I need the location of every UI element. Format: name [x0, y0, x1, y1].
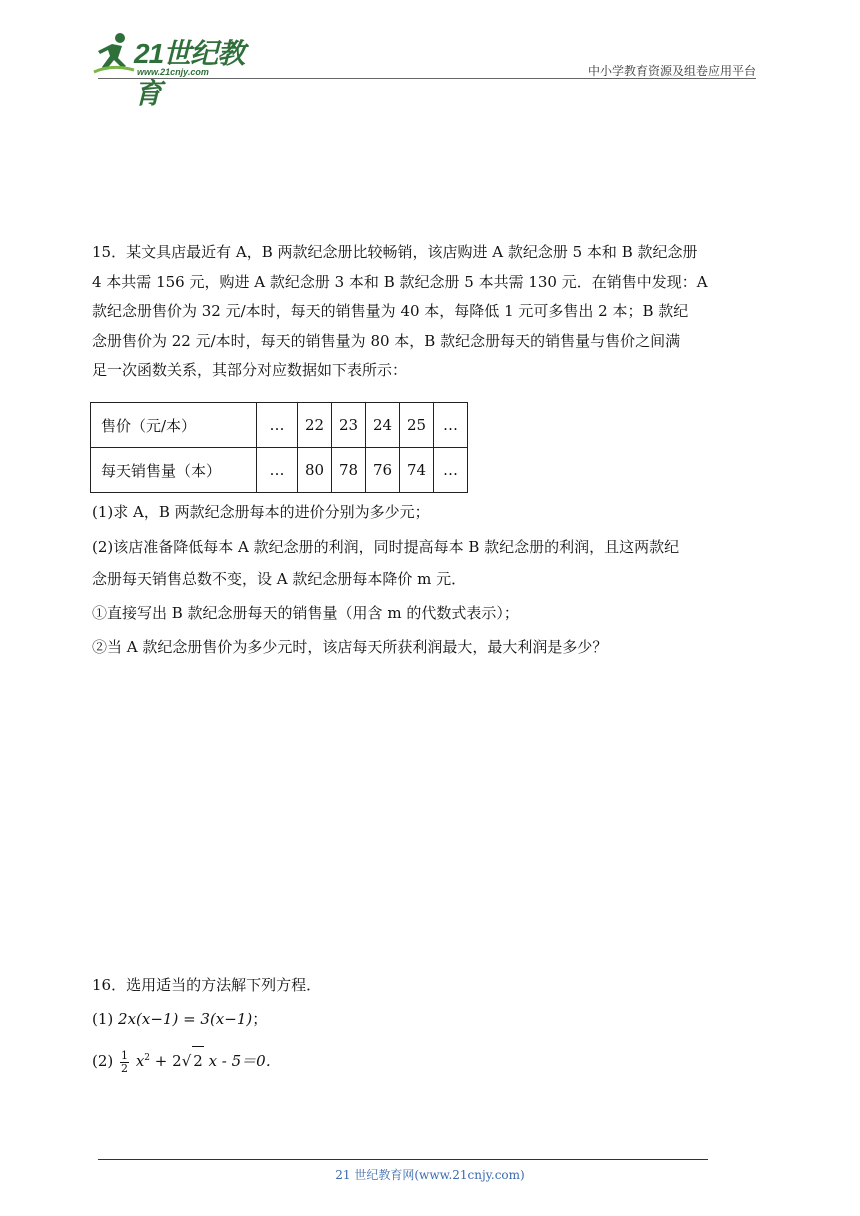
footer-text: 21 世纪教育网(www.21cnjy.com) [335, 1168, 525, 1182]
header-tagline: 中小学教育资源及组卷应用平台 [587, 64, 756, 78]
variable-x: x [135, 1052, 145, 1070]
q16-part-2 [92, 1044, 281, 1077]
q16-part-1-label: (1) [92, 1010, 114, 1028]
logo-url: www.21cnjy.com [137, 67, 209, 77]
q15-sub-2a: ①直接写出 B 款纪念册每天的销售量（用含 m 的代数式表示）； [92, 604, 519, 622]
q16-part-1 [92, 1005, 267, 1035]
price-sales-table [90, 402, 468, 493]
table-header-sales: 每天销售量（本） [91, 448, 257, 493]
table-row [91, 403, 468, 448]
fraction-numerator: 1 [121, 1048, 129, 1062]
table-cell: 24 [366, 403, 400, 448]
table-row [91, 448, 468, 493]
footer-divider [98, 1159, 708, 1160]
sqrt-sign: √ [181, 1052, 192, 1070]
q15-sub-2-line-1: (2)该店准备降低每本 A 款纪念册的利润，同时提高每本 B 款纪念册的利润，且这两款纪 [92, 538, 680, 556]
logo-wordmark: 21世纪教育 [134, 38, 245, 109]
table-cell: … [434, 403, 468, 448]
q16-part-2-label: (2) [92, 1052, 114, 1070]
q16-part-2-rest: x - 5＝0． [208, 1052, 281, 1070]
table-cell: 78 [332, 448, 366, 493]
q15-line-4: 念册售价为 22 元/本时，每天的销售量为 80 本，B 款纪念册每天的销售量与售价之间满 [92, 331, 681, 350]
q15-line-5: 足一次函数关系，其部分对应数据如下表所示： [92, 361, 408, 379]
q16-part-2-mid: + 2 [154, 1052, 182, 1070]
site-logo [92, 30, 262, 109]
table-cell: 76 [366, 448, 400, 493]
exponent: 2 [144, 1053, 151, 1063]
table-header-price: 售价（元/本） [91, 403, 257, 448]
q15-line-3: 款纪念册售价为 32 元/本时，每天的销售量为 40 本，每降低 1 元可多售出 2 本；B 款纪 [92, 302, 689, 320]
fraction-one-half [120, 1050, 129, 1075]
q15-sub-2-line-2: 念册每天销售总数不变，设 A 款纪念册每本降价 m 元． [92, 570, 467, 588]
table-cell: 22 [298, 403, 332, 448]
q15-sub-2b: ②当 A 款纪念册售价为多少元时，该店每天所获利润最大，最大利润是多少？ [92, 638, 608, 656]
table-cell: 80 [298, 448, 332, 493]
table-cell: 25 [400, 403, 434, 448]
q15-sub-1: (1)求 A，B 两款纪念册每本的进价分别为多少元； [92, 503, 430, 521]
q16-part-1-end: ； [252, 1010, 268, 1028]
question-15-text [92, 238, 764, 386]
sqrt-radicand: 2 [192, 1046, 204, 1077]
q15-line-1: 15．某文具店最近有 A，B 两款纪念册比较畅销，该店购进 A 款纪念册 5 本和 B 款纪念册 [92, 243, 698, 261]
table-cell: … [257, 403, 298, 448]
table-cell: … [257, 448, 298, 493]
header-divider [98, 78, 756, 79]
runner-icon [92, 30, 136, 76]
fraction-denominator: 2 [121, 1061, 129, 1075]
q15-line-2: 4 本共需 156 元，购进 A 款纪念册 3 本和 B 款纪念册 5 本共需 130 元．在销售中发现：A [92, 272, 708, 291]
q16-part-1-equation: 2x(x−1) = 3(x−1) [118, 1010, 253, 1028]
question-16-title: 16．选用适当的方法解下列方程． [92, 976, 322, 994]
table-cell: … [434, 448, 468, 493]
table-cell: 74 [400, 448, 434, 493]
table-cell: 23 [332, 403, 366, 448]
